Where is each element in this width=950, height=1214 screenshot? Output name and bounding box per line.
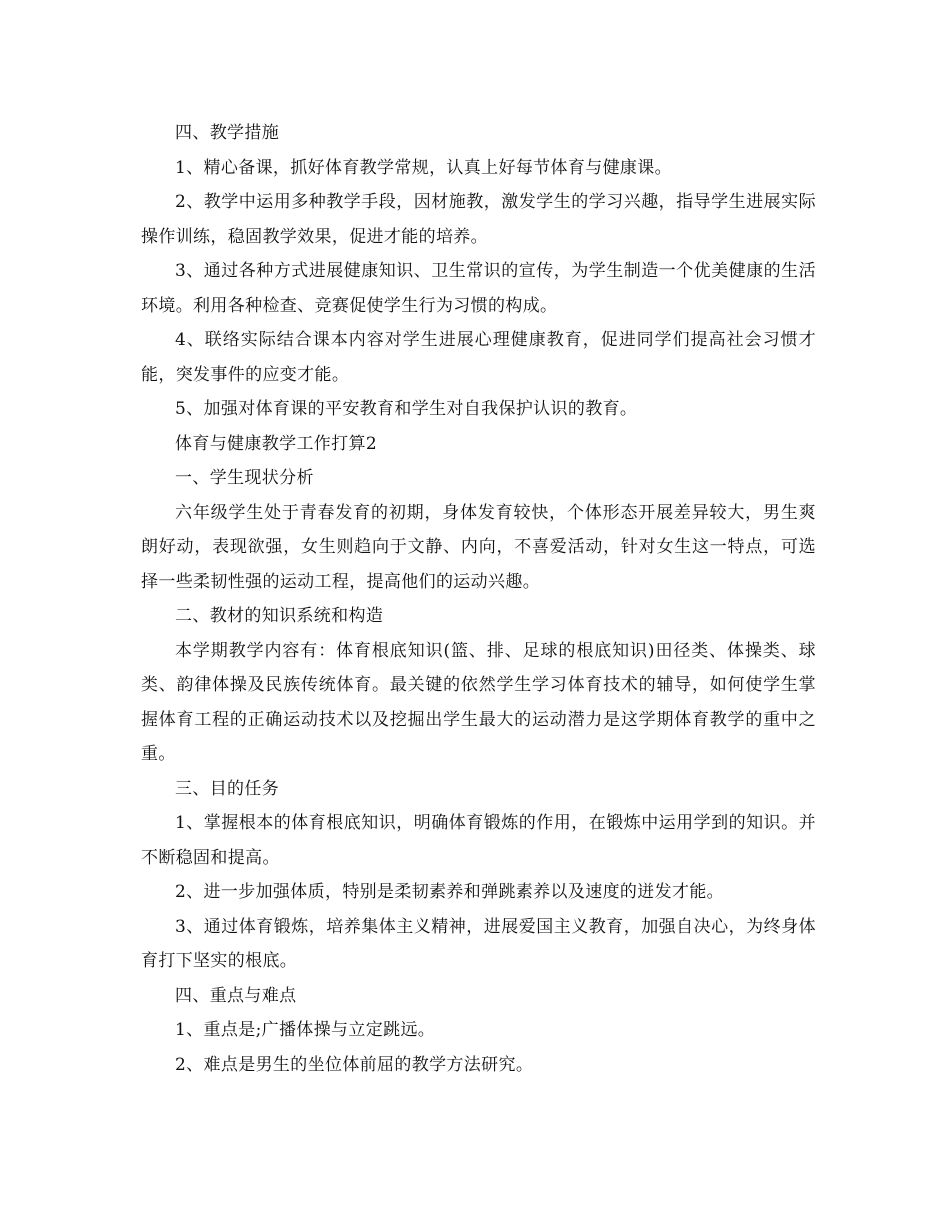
paragraph: 1、掌握根本的体育根底知识，明确体育锻炼的作用，在锻炼中运用学到的知识。并不断稳固和提高。 — [141, 813, 816, 868]
section-heading: 一、学生现状分析 — [175, 468, 314, 488]
paragraph: 2、进一步加强体质，特别是柔韧素养和弹跳素养以及速度的迸发才能。 — [175, 882, 725, 902]
paragraph: 4、联络实际结合课本内容对学生进展心理健康教育，促进同学们提高社会习惯才能，突发事件的应变才能。 — [141, 330, 816, 385]
paragraph: 3、通过体育锻炼，培养集体主义精神，进展爱国主义教育，加强自决心，为终身体育打下坚实的根底。 — [141, 916, 816, 971]
paragraph: 本学期教学内容有：体育根底知识(篮、排、足球的根底知识)田径类、体操类、球类、韵律体操及民族传统体育。最关键的依然学生学习体育技术的辅导，如何使学生掌握体育工程的正确运动技术以及挖掘出学生最大的运动潜力是这学期体育教学的重中之重。 — [141, 640, 816, 764]
paragraph: 1、精心备课，抓好体育教学常规，认真上好每节体育与健康课。 — [175, 157, 672, 178]
section-heading: 四、教学措施 — [175, 123, 280, 143]
section-heading: 三、目的任务 — [175, 778, 280, 799]
paragraph: 六年级学生处于青春发育的初期，身体发育较快，个体形态开展差异较大，男生爽朗好动，表现欲强，女生则趋向于文静、内向，不喜爱活动，针对女生这一特点，可选择一些柔韧性强的运动工程，提高他们的运动兴趣。 — [141, 502, 816, 592]
document-subtitle: 体育与健康教学工作打算2 — [175, 433, 378, 454]
document-body — [141, 116, 816, 1082]
section-heading: 四、重点与难点 — [175, 985, 297, 1006]
paragraph: 2、难点是男生的坐位体前屈的教学方法研究。 — [175, 1054, 534, 1075]
paragraph: 1、重点是;广播体操与立定跳远。 — [175, 1020, 436, 1040]
paragraph: 2、教学中运用多种教学手段，因材施教，激发学生的学习兴趣，指导学生进展实际操作训练，稳固教学效果，促进才能的培养。 — [141, 192, 816, 247]
paragraph: 5、加强对体育课的平安教育和学生对自我保护认识的教育。 — [175, 399, 638, 419]
paragraph: 3、通过各种方式进展健康知识、卫生常识的宣传，为学生制造一个优美健康的生活环境。利用各种检查、竞赛促使学生行为习惯的构成。 — [141, 261, 816, 316]
section-heading: 二、教材的知识系统和构造 — [175, 606, 384, 626]
